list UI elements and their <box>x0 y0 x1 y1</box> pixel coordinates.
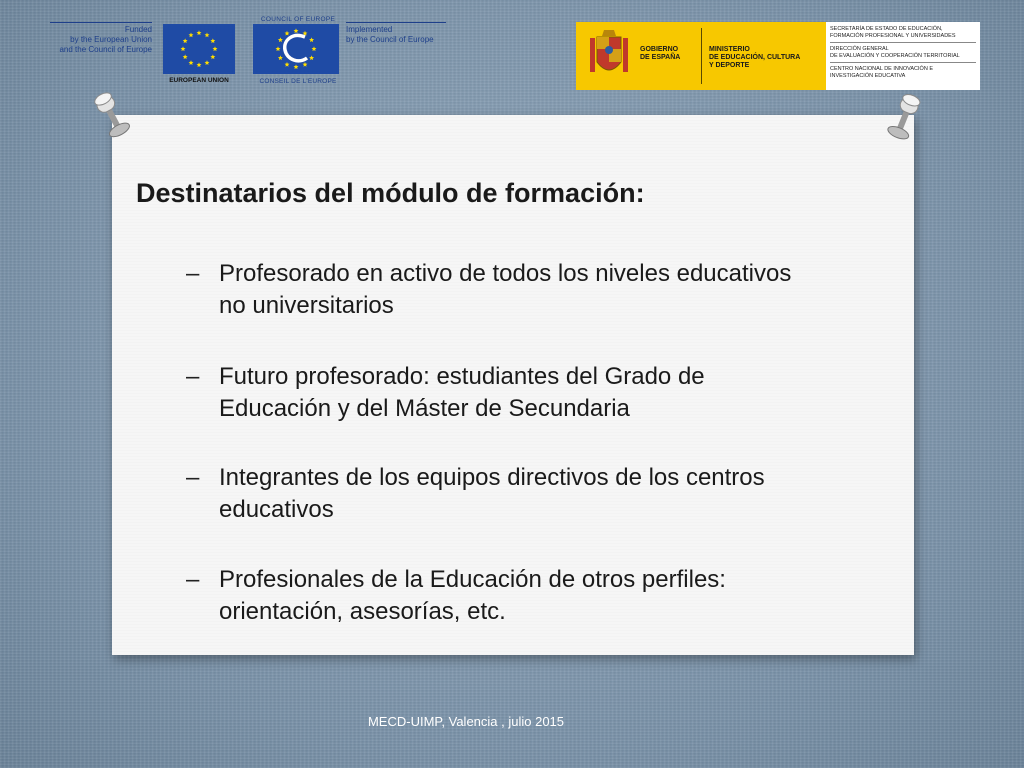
department-divider <box>830 62 976 63</box>
coe-implemented-line: by the Council of Europe <box>346 35 434 44</box>
bullet-text <box>219 462 899 526</box>
coe-caption: CONSEIL DE L'EUROPE <box>259 78 337 85</box>
bullet-text <box>219 258 899 322</box>
department-divider <box>830 42 976 43</box>
ministry-text-line: Y DEPORTE <box>709 62 750 69</box>
gov-espana-text <box>640 46 680 62</box>
slide-title: Destinatarios del módulo de formación: <box>136 178 645 208</box>
bullet-dash: – <box>186 260 200 287</box>
ministry-text-line: DE EDUCACIÓN, CULTURA <box>709 54 801 61</box>
bullet-line: Profesorado en activo de todos los niveles educativos <box>219 260 792 287</box>
department-line: INVESTIGACIÓN EDUCATIVA <box>830 73 906 79</box>
bullet-line: Futuro profesorado: estudiantes del Grado de <box>219 363 705 390</box>
bullet-line: orientación, asesorías, etc. <box>219 598 506 625</box>
department-line: FORMACIÓN PROFESIONAL Y UNIVERSIDADES <box>830 33 956 39</box>
eu-caption: EUROPEAN UNION <box>169 77 229 84</box>
footer-text: MECD-UIMP, Valencia , julio 2015 <box>367 714 565 729</box>
coe-emblem-icon <box>253 24 339 74</box>
slide-footer <box>0 714 1024 729</box>
eu-stars-icon <box>163 24 235 74</box>
department-line: DE EVALUACIÓN Y COOPERACIÓN TERRITORIAL <box>830 53 960 59</box>
department-line: DIRECCIÓN GENERAL <box>830 46 889 52</box>
bullet-dash: – <box>186 566 200 593</box>
coe-logo <box>253 24 339 74</box>
coe-implemented-line: Implemented <box>346 25 393 34</box>
coat-of-arms-icon <box>588 28 630 82</box>
bullet-dash: – <box>186 464 200 491</box>
eu-funded-line: and the Council of Europe <box>59 45 152 54</box>
eu-coe-logo-block <box>50 16 445 88</box>
eu-funded-line: by the European Union <box>70 35 152 44</box>
bullet-line: no universitarios <box>219 292 394 319</box>
coe-implemented-text <box>346 22 446 45</box>
bullet-text <box>219 361 899 425</box>
department-line: CENTRO NACIONAL DE INNOVACIÓN E <box>830 66 933 72</box>
ministry-text-line: MINISTERIO <box>709 46 750 53</box>
gov-text-line: DE ESPAÑA <box>640 54 681 61</box>
bullet-line: Profesionales de la Educación de otros perfiles: <box>219 566 726 593</box>
bullet-line: Educación y del Máster de Secundaria <box>219 395 630 422</box>
gov-text-line: GOBIERNO <box>640 46 679 53</box>
eu-funded-line: Funded <box>124 25 152 34</box>
eu-funded-text <box>50 22 152 55</box>
bullet-text <box>219 564 899 628</box>
gov-departments-panel <box>826 22 980 90</box>
bullet-line: educativos <box>219 496 334 523</box>
spanish-government-logo <box>576 22 980 90</box>
coe-title: COUNCIL OF EUROPE <box>260 16 336 23</box>
department-line: SECRETARÍA DE ESTADO DE EDUCACIÓN, <box>830 26 943 32</box>
gov-divider <box>701 28 702 84</box>
bullet-line: Integrantes de los equipos directivos de los centros <box>219 464 765 491</box>
eu-flag-logo <box>163 24 235 74</box>
gov-yellow-panel <box>576 22 826 90</box>
bullet-dash: – <box>186 363 200 390</box>
ministry-text <box>709 46 800 70</box>
